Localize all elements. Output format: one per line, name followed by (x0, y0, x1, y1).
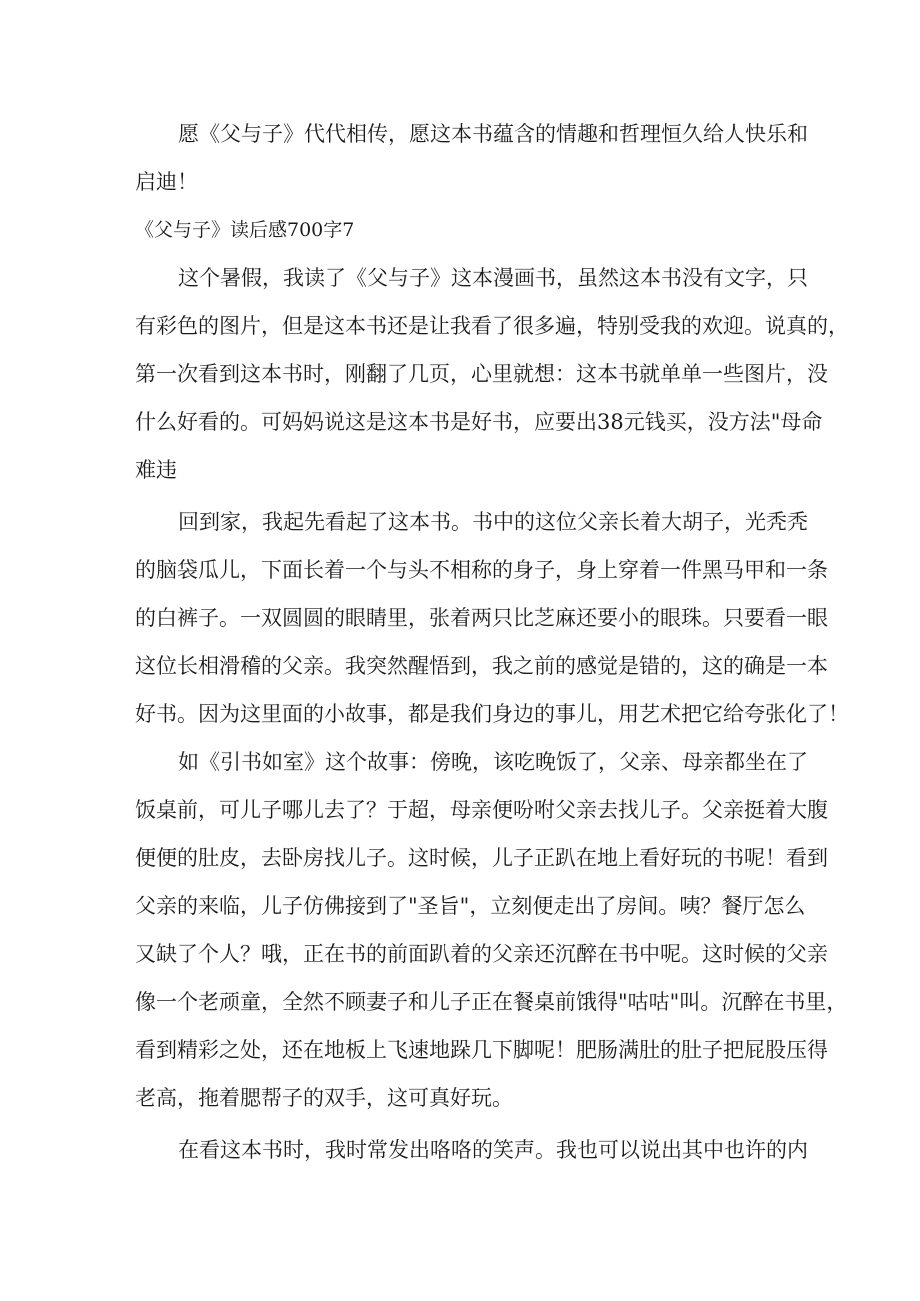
paragraph-2-line-4: 什么好看的。可妈妈说这是这本书是好书，应要出38元钱买，没方法"母命 (135, 410, 823, 434)
paragraph-3-line-5: 好书。因为这里面的小故事，都是我们身边的事儿，用艺术把它给夸张化了！ (135, 702, 849, 726)
paragraph-3-line-3: 的白裤子。一双圆圆的眼睛里，张着两只比芝麻还要小的眼珠。只要看一眼 (135, 606, 828, 630)
paragraph-3-line-4: 这位长相滑稽的父亲。我突然醒悟到，我之前的感觉是错的，这的确是一本 (135, 654, 828, 678)
paragraph-2-line-1: 这个暑假，我读了《父与子》这本漫画书，虽然这本书没有文字，只 (178, 266, 808, 290)
section-title: 《父与子》读后感700字7 (135, 219, 355, 241)
paragraph-3-line-1: 回到家，我起先看起了这本书。书中的这位父亲长着大胡子，光秃秃 (178, 510, 808, 534)
paragraph-4-line-2: 饭桌前，可儿子哪儿去了？于超，母亲便吩咐父亲去找儿子。父亲挺着大腹 (135, 798, 828, 822)
paragraph-2-line-3: 第一次看到这本书时，刚翻了几页，心里就想：这本书就单单一些图片，没 (135, 362, 828, 386)
paragraph-2-line-5: 难违 (135, 458, 177, 482)
paragraph-4-line-1: 如《引书如室》这个故事：傍晚，该吃晚饭了，父亲、母亲都坐在了 (178, 750, 808, 774)
paragraph-4-line-7: 看到精彩之处，还在地板上飞速地跺几下脚呢！肥肠满肚的肚子把屁股压得 (135, 1038, 828, 1062)
paragraph-4-line-3: 便便的肚皮，去卧房找儿子。这时候，儿子正趴在地上看好玩的书呢！看到 (135, 846, 828, 870)
paragraph-5-line-1: 在看这本书时，我时常发出咯咯的笑声。我也可以说出其中也许的内 (178, 1138, 808, 1162)
paragraph-4-line-4: 父亲的来临，儿子仿佛接到了"圣旨"，立刻便走出了房间。咦？餐厅怎么 (135, 894, 806, 918)
paragraph-2-line-2: 有彩色的图片，但是这本书还是让我看了很多遍，特别受我的欢迎。说真的， (135, 314, 849, 338)
paragraph-1-line-1: 愿《父与子》代代相传，愿这本书蕴含的情趣和哲理恒久给人快乐和 (178, 122, 808, 146)
paragraph-1-line-2: 启迪！ (135, 170, 198, 194)
paragraph-3-line-2: 的脑袋瓜儿，下面长着一个与头不相称的身子，身上穿着一件黑马甲和一条 (135, 558, 828, 582)
paragraph-4-line-6: 像一个老顽童，全然不顾妻子和儿子正在餐桌前饿得"咕咕"叫。沉醉在书里， (135, 990, 848, 1014)
paragraph-4-line-5: 又缺了个人？哦，正在书的前面趴着的父亲还沉醉在书中呢。这时候的父亲 (135, 942, 828, 966)
paragraph-4-line-8: 老高，拖着腮帮子的双手，这可真好玩。 (135, 1086, 513, 1110)
